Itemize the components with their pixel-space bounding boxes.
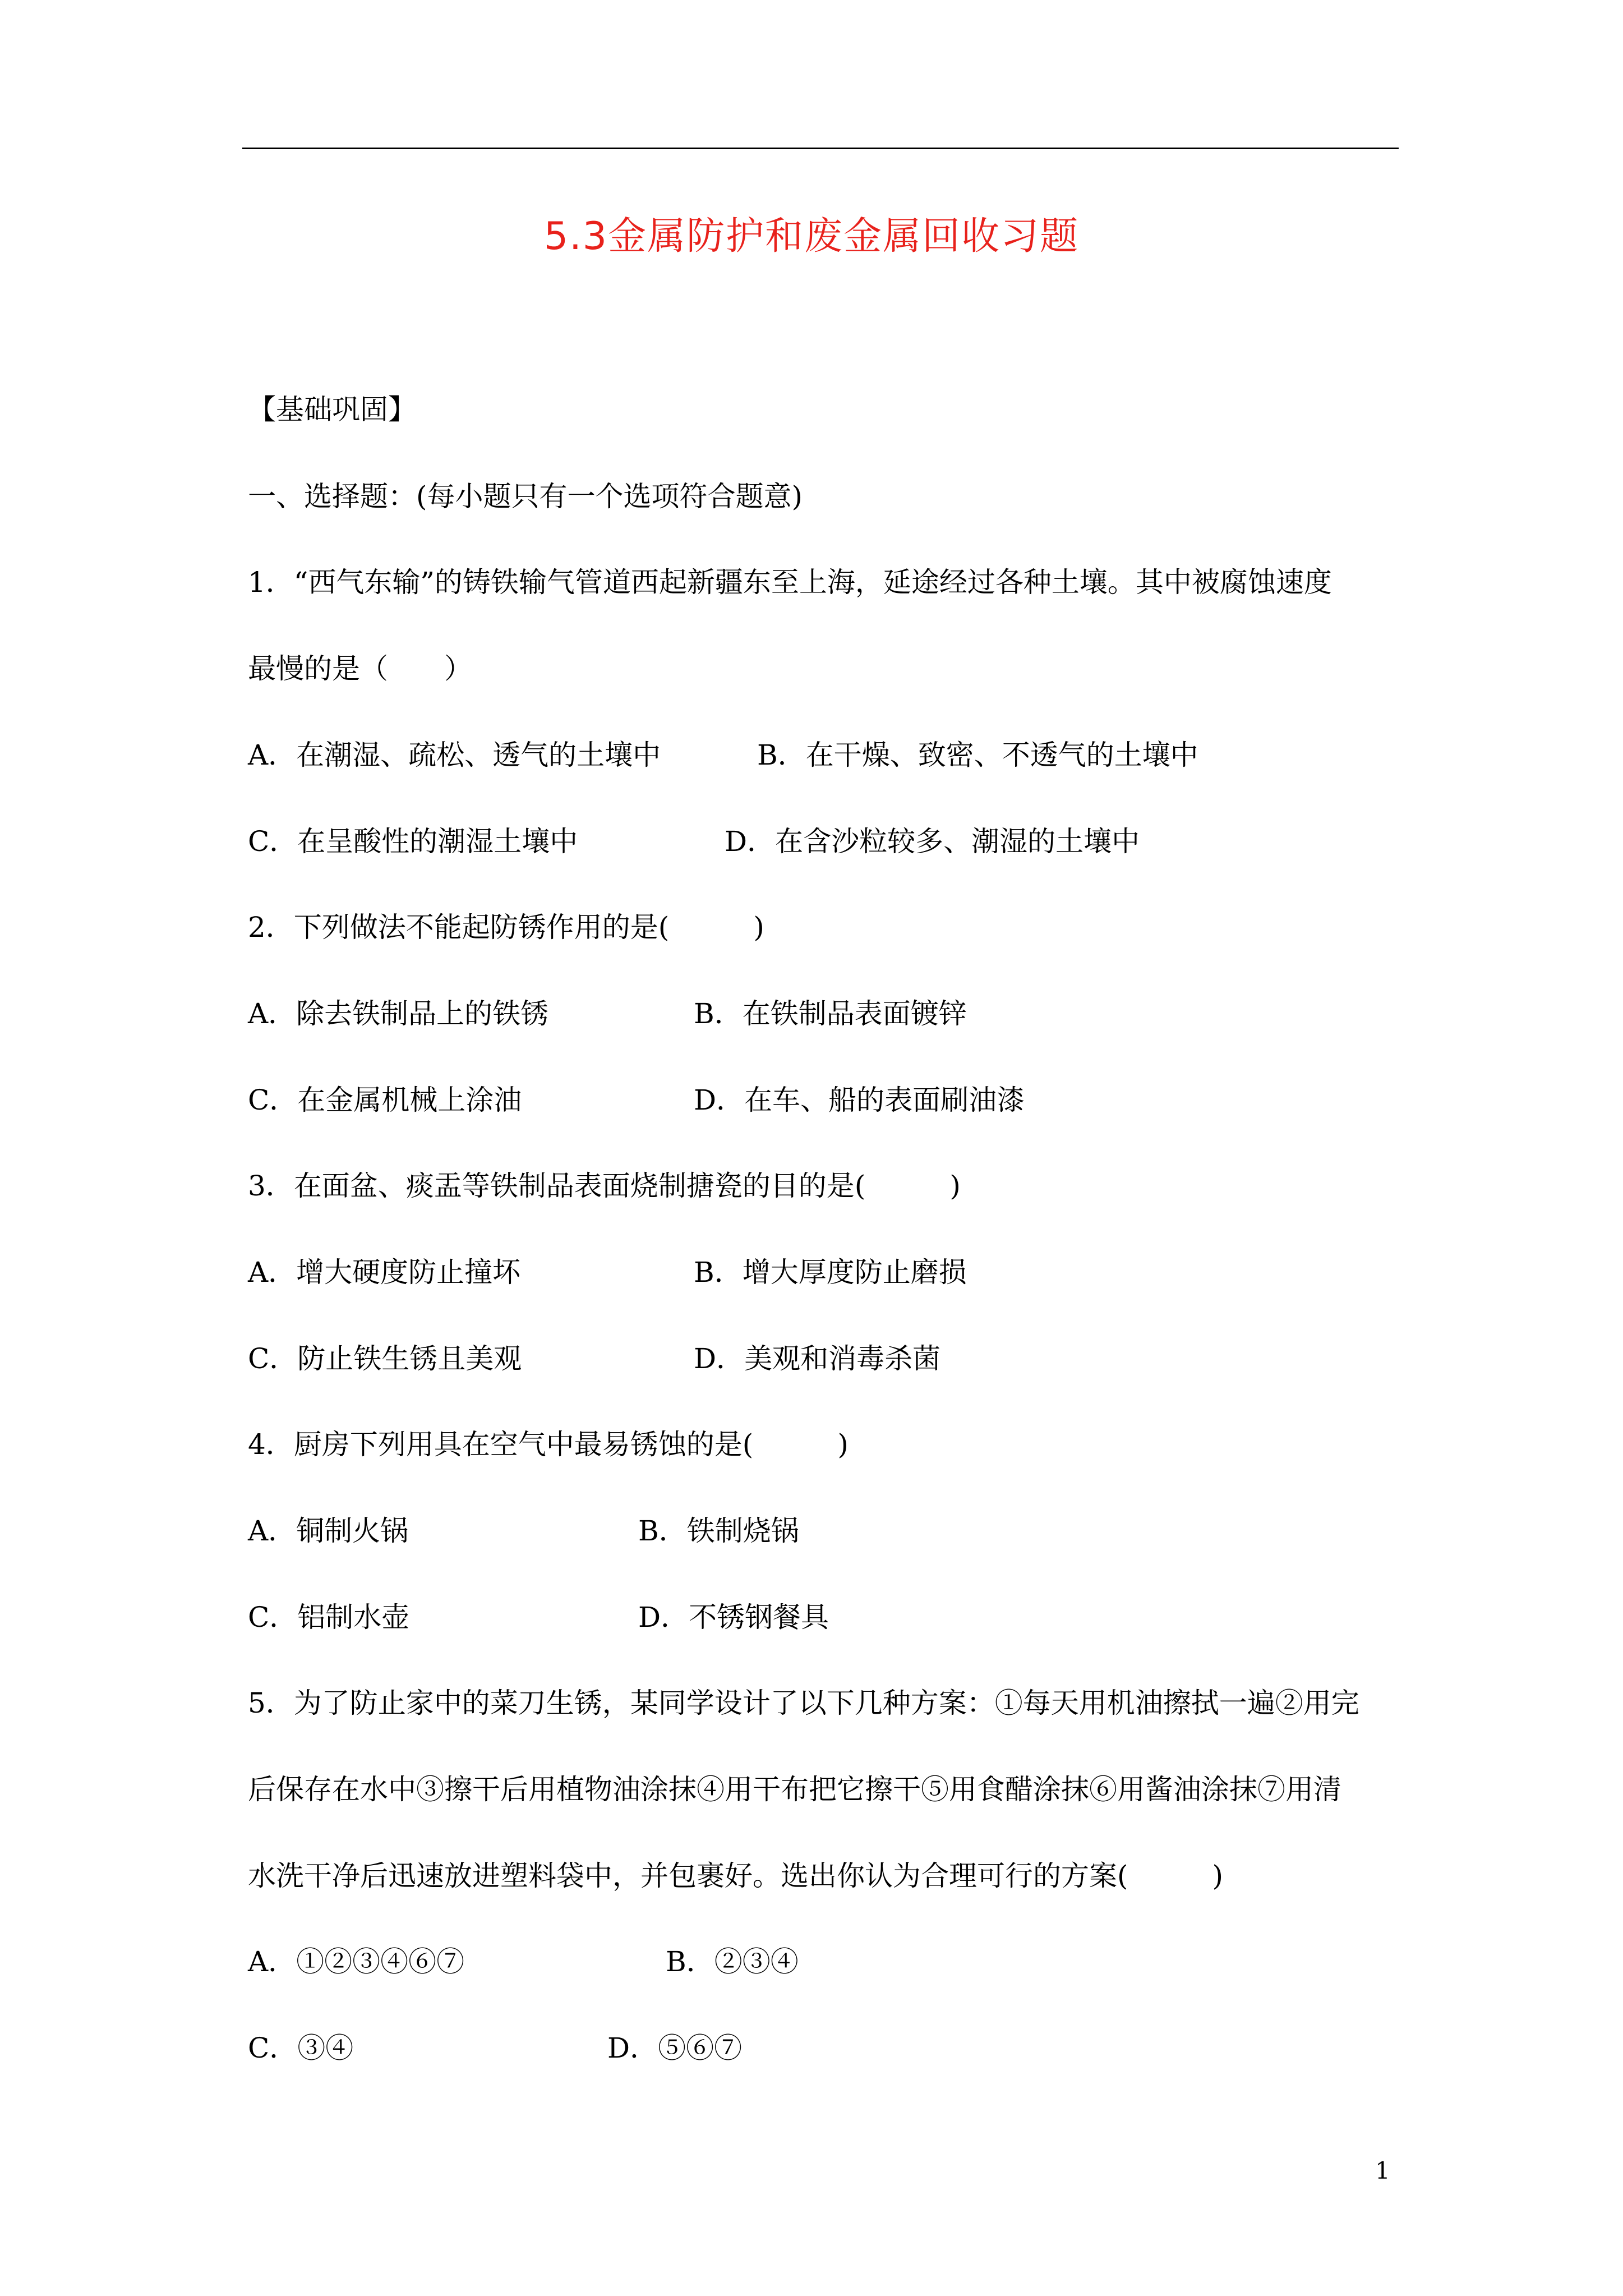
question-1-option-d: D．在含沙粒较多、潮湿的土壤中 — [725, 825, 1140, 858]
question-4-option-c: C．铝制水壶 — [248, 1601, 410, 1634]
question-5-option-a: A．①②③④⑥⑦ — [248, 1945, 465, 1978]
question-5-option-b: B．②③④ — [666, 1945, 799, 1978]
question-4-option-b: B．铁制烧锅 — [638, 1515, 799, 1547]
question-4-option-d: D．不锈钢餐具 — [638, 1601, 829, 1634]
question-2-option-c: C．在金属机械上涂油 — [248, 1084, 522, 1116]
question-3-option-d: D．美观和消毒杀菌 — [694, 1342, 941, 1375]
question-3-option-a: A．增大硬度防止撞坏 — [248, 1256, 521, 1289]
instruction-text: 一、选择题：(每小题只有一个选项符合题意) — [248, 480, 803, 513]
page-title: 5.3金属防护和废金属回收习题 — [543, 214, 1080, 259]
question-5-line-1: 5．为了防止家中的菜刀生锈，某同学设计了以下几种方案：①每天用机油擦拭一遍②用完 — [248, 1687, 1359, 1719]
section-heading: 【基础巩固】 — [248, 393, 416, 426]
header-rule — [242, 148, 1399, 149]
question-2-option-d: D．在车、船的表面刷油漆 — [694, 1084, 1025, 1116]
question-2-option-a: A．除去铁制品上的铁锈 — [248, 997, 549, 1030]
page-number: 1 — [1375, 2157, 1390, 2184]
question-4-line-1: 4．厨房下列用具在空气中最易锈蚀的是( ) — [248, 1428, 849, 1461]
question-1-option-c: C．在呈酸性的潮湿土壤中 — [248, 825, 578, 858]
question-2-option-b: B．在铁制品表面镀锌 — [694, 997, 967, 1030]
question-5-option-d: D．⑤⑥⑦ — [607, 2032, 743, 2064]
question-2-line-1: 2．下列做法不能起防锈作用的是( ) — [248, 911, 764, 944]
question-5-line-2: 后保存在水中③擦干后用植物油涂抹④用干布把它擦干⑤用食醋涂抹⑥用酱油涂抹⑦用清 — [248, 1773, 1341, 1806]
question-1-option-b: B．在干燥、致密、不透气的土壤中 — [757, 739, 1198, 771]
question-1-option-a: A．在潮湿、疏松、透气的土壤中 — [248, 739, 661, 771]
question-3-line-1: 3．在面盆、痰盂等铁制品表面烧制搪瓷的目的是( ) — [248, 1170, 961, 1202]
question-5-line-3: 水洗干净后迅速放进塑料袋中，并包裹好。选出你认为合理可行的方案( ) — [248, 1860, 1224, 1892]
question-5-option-c: C．③④ — [248, 2032, 354, 2064]
question-1-line-1: 1．“西气东输”的铸铁输气管道西起新疆东至上海，延途经过各种土壤。其中被腐蚀速度 — [248, 566, 1332, 599]
question-3-option-b: B．增大厚度防止磨损 — [694, 1256, 967, 1289]
question-4-option-a: A．铜制火锅 — [248, 1515, 409, 1547]
question-1-line-2: 最慢的是（ ） — [248, 652, 472, 685]
question-3-option-c: C．防止铁生锈且美观 — [248, 1342, 522, 1375]
